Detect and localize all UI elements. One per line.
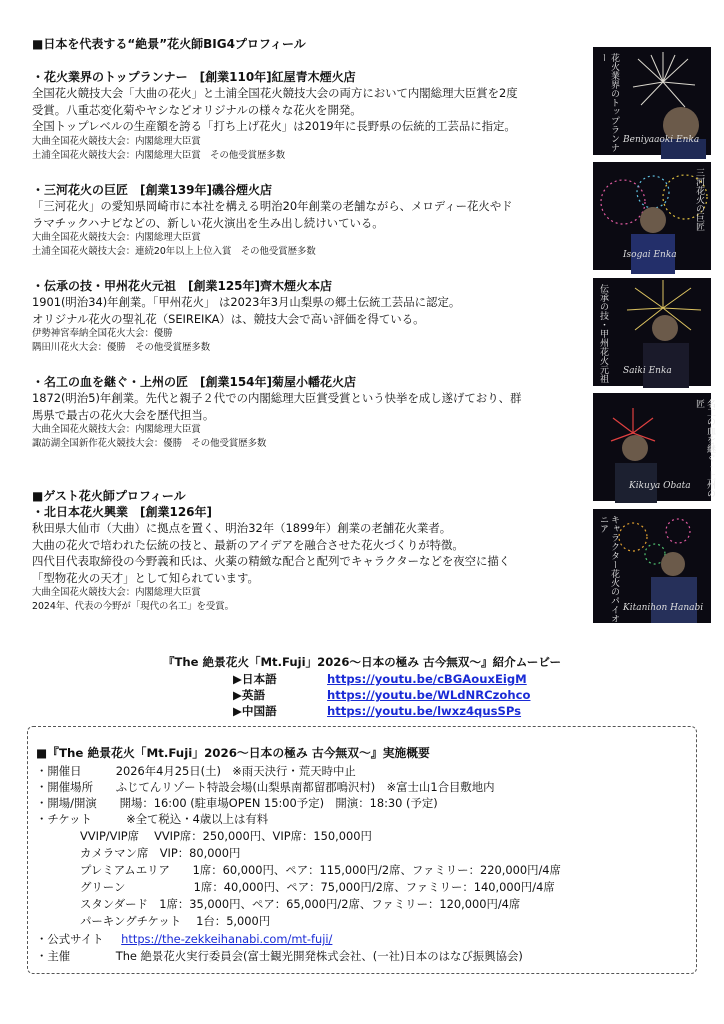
profile-award: 大曲全国花火競技大会：内閣総理大臣賞 bbox=[32, 232, 201, 243]
profile-award: 2024年、代表の今野が「現代の名工」を受賞。 bbox=[32, 601, 234, 612]
photo-caption: 花火業界のトップランナー bbox=[598, 53, 619, 152]
event-date: ・開催日 2026年4月25日(土) ※雨天決行・荒天時中止 bbox=[36, 764, 356, 778]
profile-body-line: オリジナル花火の聖礼花（SEIREIKA）は、競技大会で高い評価を得ている。 bbox=[32, 311, 425, 326]
photo-signature: Kikuya Obata bbox=[629, 481, 691, 491]
ticket-heading: ・チケット ※全て税込・4歳以上は有料 bbox=[36, 812, 269, 826]
profile-body-line: 受賞。八重芯変化菊やヤシなどオリジナルの様々な花火を開発。 bbox=[32, 102, 362, 117]
movie-link-label: ▶中国語 bbox=[233, 704, 277, 718]
photo-signature: Beniyaaoki Enka bbox=[623, 135, 700, 145]
profile-body-line: 大曲の花火で培われた伝統の技と、最新のアイデアを融合させた花火づくりが特徴。 bbox=[32, 537, 464, 552]
profile-isogai bbox=[32, 182, 592, 259]
isogai-photo bbox=[593, 162, 711, 270]
official-site-label: ・公式サイト bbox=[36, 932, 104, 946]
youtube-link-japanese[interactable]: https://youtu.be/cBGAouxEigM bbox=[327, 672, 527, 686]
photo-signature: Saiki Enka bbox=[623, 366, 672, 376]
profile-body-line: 馬県で最古の花火大会を歴代担当。 bbox=[32, 407, 215, 422]
movie-link-row-chinese bbox=[233, 703, 521, 719]
event-organizer: ・主催 The 絶景花火実行委員会(富士観光開発株式会社、(一社)日本のはなび振興協会) bbox=[36, 949, 523, 963]
profile-saiki bbox=[32, 278, 592, 355]
profile-beniya-aoki bbox=[32, 69, 592, 163]
profile-body-line: ラマチックハナビなどの、新しい花火演出を生み出し続けいている。 bbox=[32, 215, 384, 230]
ticket-row: VVIP/VIP席 VVIP席：250,000円、VIP席：150,000円 bbox=[80, 829, 372, 843]
profile-body-line: 秋田県大仙市（大曲）に拠点を置く、明治32年（1899年）創業の老舗花火業者。 bbox=[32, 521, 452, 535]
profile-body-line: 「三河花火」の愛知県岡崎市に本社を構える明治20年創業の老舗ながら、メロディー花火やド bbox=[32, 199, 513, 213]
movie-link-row-english bbox=[233, 687, 530, 703]
profile-award: 土浦全国花火競技大会：連続20年以上上位入賞 その他受賞歴多数 bbox=[32, 246, 316, 257]
kikuya-obata-photo bbox=[593, 393, 715, 501]
movie-link-row-japanese bbox=[233, 671, 527, 687]
profile-kikuya-obata bbox=[32, 374, 592, 451]
profile-award: 大曲全国花火競技大会：内閣総理大臣賞 bbox=[32, 424, 201, 435]
youtube-link-english[interactable]: https://youtu.be/WLdNRCzohco bbox=[327, 688, 531, 702]
profile-body-line: 四代目代表取締役の今野義和氏は、火薬の精緻な配合と配列でキャラクターなどを夜空に描く bbox=[32, 554, 511, 568]
photo-signature: Isogai Enka bbox=[623, 250, 677, 260]
official-site-link[interactable]: https://the-zekkeihanabi.com/mt-fuji/ bbox=[121, 932, 333, 946]
profile-body-line: 全国トップレベルの生産額を誇る「打ち上げ花火」は2019年に長野県の伝統的工芸品に指定。 bbox=[32, 119, 516, 133]
profile-award: 大曲全国花火競技大会：内閣総理大臣賞 bbox=[32, 587, 201, 598]
ticket-row: グリーン 1席：40,000円、ペア：75,000円/2席、ファミリー：140,000円/4席 bbox=[80, 880, 555, 894]
official-site-row bbox=[36, 931, 332, 947]
guest-section-title: ■ゲスト花火師プロフィール bbox=[32, 489, 186, 503]
youtube-link-chinese[interactable]: https://youtu.be/lwxz4qusSPs bbox=[327, 704, 522, 718]
profile-award: 隅田川花火大会：優勝 その他受賞歴多数 bbox=[32, 342, 211, 353]
ticket-row: スタンダード 1席：35,000円、ペア：65,000円/2席、ファミリー：120,000円/4席 bbox=[80, 897, 521, 911]
ticket-row: プレミアムエリア 1席：60,000円、ペア：115,000円/2席、ファミリー：220,000円/4席 bbox=[80, 863, 561, 877]
profile-award: 諏訪湖全国新作花火競技大会：優勝 その他受賞歴多数 bbox=[32, 438, 267, 449]
ticket-row: カメラマン席 VIP：80,000円 bbox=[80, 846, 241, 860]
event-time: ・開場/開演 開場：16:00 (駐車場OPEN 15:00予定) 開演：18:30 (予定) bbox=[36, 796, 438, 810]
photo-caption: 伝承の技・甲州花火元祖 bbox=[598, 284, 608, 383]
ticket-row: パーキングチケット 1台：5,000円 bbox=[80, 914, 271, 928]
photo-caption: 名工の血を継ぐ・上州の匠 bbox=[694, 399, 715, 498]
profile-award: 大曲全国花火競技大会：内閣総理大臣賞 bbox=[32, 135, 201, 147]
profile-heading: ・三河花火の巨匠 [創業139年]磯谷煙火店 bbox=[32, 183, 273, 197]
movie-link-label: ▶英語 bbox=[233, 688, 266, 702]
photo-signature: Kitanihon Hanabi bbox=[623, 603, 704, 613]
event-venue: ・開催場所 ふじてんリゾート特設会場(山梨県南都留郡鳴沢村) ※富士山1合目敷地内 bbox=[36, 780, 495, 794]
kitanihon-photo bbox=[593, 509, 711, 623]
profile-award: 伊勢神宮奉納全国花火大会：優勝 bbox=[32, 328, 173, 339]
photo-caption: 三河花火の巨匠 bbox=[694, 168, 704, 231]
profile-heading: ・北日本花火興業 [創業126年] bbox=[32, 505, 213, 519]
profile-heading: ・伝承の技・甲州花火元祖 [創業125年]齊木煙火本店 bbox=[32, 279, 333, 293]
movie-title: 『The 絶景花火「Mt.Fuji」2026〜日本の極み 古今無双〜』紹介ムービー bbox=[162, 655, 562, 669]
saiki-photo bbox=[593, 278, 711, 386]
profile-heading: ・花火業界のトップランナー [創業110年]紅屋青木煙火店 bbox=[32, 70, 356, 84]
photo-caption: キャラクター花火のパイオニア bbox=[598, 515, 619, 623]
event-title: ■『The 絶景花火「Mt.Fuji」2026〜日本の極み 古今無双〜』実施概要 bbox=[36, 746, 430, 760]
profile-heading: ・名工の血を継ぐ・上州の匠 [創業154年]菊屋小幡花火店 bbox=[32, 375, 357, 389]
profile-body-line: 1901(明治34)年創業。「甲州花火」 は2023年3月山梨県の郷土伝統工芸品に認定。 bbox=[32, 295, 461, 309]
beniya-aoki-photo bbox=[593, 47, 711, 155]
guest-profile bbox=[32, 488, 592, 614]
profile-body-line: 「型物花火の天才」として知られています。 bbox=[32, 570, 259, 585]
profile-award: 土浦全国花火競技大会：内閣総理大臣賞 その他受賞歴多数 bbox=[32, 149, 286, 161]
movie-link-label: ▶日本語 bbox=[233, 672, 277, 686]
profile-body-line: 全国花火競技大会「大曲の花火」と土浦全国花火競技大会の両方において内閣総理大臣賞を2度 bbox=[32, 86, 518, 100]
big4-section-title: ■日本を代表する“絶景”花火師BIG4プロフィール bbox=[32, 37, 306, 51]
profile-body-line: 1872(明治5)年創業。先代と親子２代での内閣総理大臣賞受賞という快挙を成し遂げており、群 bbox=[32, 391, 522, 405]
